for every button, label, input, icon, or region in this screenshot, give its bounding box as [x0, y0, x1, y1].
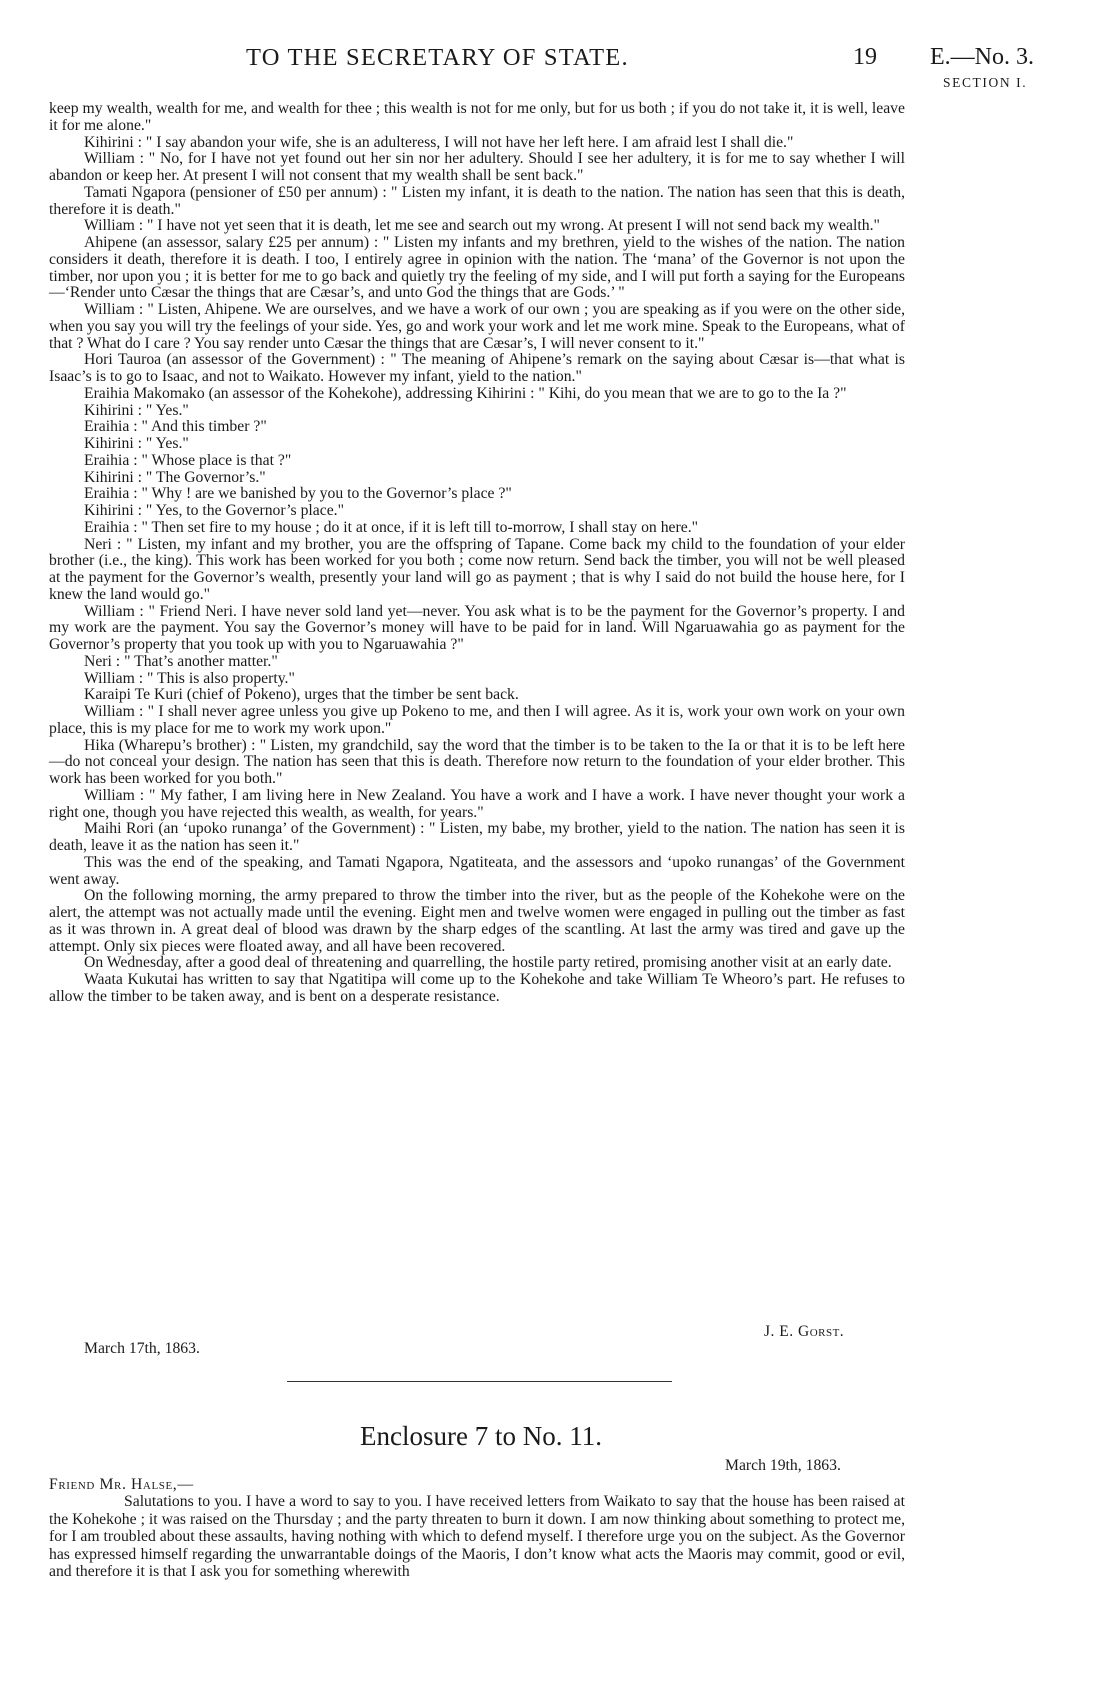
paragraph: William : " No, for I have not yet found out her sin nor her adultery. Should I see her adultery, it is for me to say whether I will abandon or keep her. At present I will not consent that my wealth shall be sent back."	[49, 150, 905, 184]
enclosure-date: March 19th, 1863.	[725, 1457, 841, 1474]
section-divider	[287, 1381, 672, 1382]
paragraph: Kihirini : " The Governor’s."	[84, 468, 266, 486]
paragraph: William : " This is also property."	[84, 669, 295, 687]
paragraph: Tamati Ngapora (pensioner of £50 per annum) : " Listen my infant, it is death to the nation. The nation has seen that this is death, therefore it is death."	[49, 183, 905, 218]
paragraph: Hori Tauroa (an assessor of the Government) : " The meaning of Ahipene’s remark on the saying about Cæsar is—that what is Isaac’s is to go to Isaac, and not to Waikato. However my infant, yield to the nation."	[49, 351, 905, 385]
paragraph: William : " I shall never agree unless you give up Pokeno to me, and then I will agree. As it is, work your own work on your own place, this is my place for me to work my work upon."	[49, 703, 905, 737]
paragraph: Eraihia : " Whose place is that ?"	[84, 451, 292, 469]
enclosure-salutation: Friend Mr. Halse,—	[49, 1476, 194, 1493]
paragraph: Hika (Wharepu’s brother) : " Listen, my grandchild, say the word that the timber is to be taken to the Ia or that it is to be left here—do not conceal your design. The nation has seen that this is death. Therefore now return to the foundation of your elder brother. This work has been worked for you both."	[49, 736, 905, 787]
running-title: TO THE SECRETARY OF STATE.	[246, 44, 629, 71]
letter-date: March 17th, 1863.	[84, 1340, 200, 1357]
paragraph: Neri : " Listen, my infant and my brother, you are the offspring of Tapane. Come back my child to the foundation of your elder brother (i.e., the king). This work has been worked for you both ; come now return. Send back the timber, you will not be well pleased at the payment for the Governor’s wealth, presently your land will go as payment ; that is why I said do not build the house here, for I knew the land would go."	[49, 535, 905, 603]
page-number: 19	[853, 44, 877, 70]
paragraph: Kihirini : " I say abandon your wife, she is an adulteress, I will not have her left here. I am afraid lest I shall die."	[84, 133, 794, 151]
paragraph: William : " Friend Neri. I have never sold land yet—never. You ask what is to be the payment for the Governor’s property. I and my work are the payment. You say the Governor’s money will have to be paid for in land. Will Ngaruawahia go as payment for the Governor’s property that you took up with you to Ngaruawahia ?"	[49, 602, 905, 653]
paragraph: On Wednesday, after a good deal of threatening and quarrelling, the hostile party retired, promising another visit at an early date.	[84, 954, 892, 972]
section-label: SECTION I.	[943, 75, 1028, 90]
paragraph: Kihirini : " Yes."	[84, 435, 189, 452]
paragraph: Karaipi Te Kuri (chief of Pokeno), urges that the timber be sent back.	[84, 686, 519, 704]
paragraph: Ahipene (an assessor, salary £25 per annum) : " Listen my infants and my brethren, yield to the wishes of the nation. The nation considers it death, therefore it is death. I too, I entirely agree in opinion with the nation. The ‘mana’ of the Governor is not upon the timber, nor upon you ; it is better for me to go back and quietly try the feeling of my side, and I will put forth a saying for the Europeans —‘Render unto Cæsar the things that are Cæsar’s, and unto God the things that are Gods.’ "	[49, 234, 905, 302]
paragraph: William : " My father, I am living here in New Zealand. You have a work and I have a work. I have never thought your work a right one, though you have rejected this wealth, as wealth, for years."	[49, 786, 905, 821]
paragraph: On the following morning, the army prepared to throw the timber into the river, but as the people of the Kohekohe were on the alert, the attempt was not actually made until the evening. Eight men and twelve women were engaged in pulling out the timber as fast as it was thrown in. A great deal of blood was drawn by the sharp edges of the scantling. At last the army was tired and gave up the attempt. Only six pieces were floated away, and all have been recovered.	[49, 887, 905, 955]
paragraph: Eraihia : " Why ! are we banished by you to the Governor’s place ?"	[84, 485, 512, 503]
paragraph: Eraihia : " Then set fire to my house ; do it at once, if it is left till to-morrow, I shall stay on here."	[84, 518, 699, 536]
paragraph: Waata Kukutai has written to say that Ngatitipa will come up to the Kohekohe and take William Te Wheoro’s part. He refuses to allow the timber to be taken away, and is bent on a desperate resistance.	[49, 971, 905, 1005]
enclosure-text: Salutations to you. I have a word to say to you. I have received letters from Waikato to say that the house has been raised at the Kohekohe ; it was raised on the Thursday ; and the party threaten to burn it down. I am now thinking about something to protect me, for I am troubled about these assaults, having nothing with which to defend myself. I therefore urge you on the subject. As the Governor has expressed himself regarding the unwarrantable doings of the Maoris, I don’t know what acts the Maoris may commit, good or evil, and therefore it is that I ask you for something wherewith	[49, 1493, 905, 1580]
paragraph: Maihi Rori (an ‘upoko runanga’ of the Government) : " Listen, my babe, my brother, yield to the nation. The nation has seen it is death, leave it as the nation has seen it."	[49, 820, 905, 854]
paragraph: keep my wealth, wealth for me, and wealth for thee ; this wealth is not for me only, but for us both ; if you do not take it, it is well, leave it for me alone."	[49, 100, 905, 134]
main-text	[49, 101, 905, 1006]
document-code: E.—No. 3.	[930, 44, 1034, 70]
signature: J. E. Gorst.	[764, 1323, 845, 1340]
paragraph: William : " Listen, Ahipene. We are ourselves, and we have a work of our own ; you are speaking as if you were on the other side, when you say you will try the feelings of your side. Yes, go and work your work and let me work mine. Speak to the Europeans, what of that ? What do I care ? You say render unto Cæsar the things that are Cæsar’s, I will never consent to it."	[49, 301, 905, 352]
page-header	[0, 44, 1114, 90]
enclosure-heading: Enclosure 7 to No. 11.	[360, 1421, 602, 1451]
paragraph: Eraihia : " And this timber ?"	[84, 418, 267, 436]
paragraph: William : " I have not yet seen that it is death, let me see and search out my wrong. At present I will not send back my wealth."	[84, 217, 880, 235]
paragraph: Neri : " That’s another matter."	[84, 652, 278, 670]
paragraph: Eraihia Makomako (an assessor of the Kohekohe), addressing Kihirini : " Kihi, do you mean that we are to go to the Ia ?"	[84, 384, 847, 402]
paragraph: Kihirini : " Yes, to the Governor’s place."	[84, 502, 344, 519]
paragraph: Kihirini : " Yes."	[84, 401, 189, 419]
paragraph: This was the end of the speaking, and Tamati Ngapora, Ngatiteata, and the assessors and ‘upoko runangas’ of the Government went away.	[49, 853, 905, 888]
